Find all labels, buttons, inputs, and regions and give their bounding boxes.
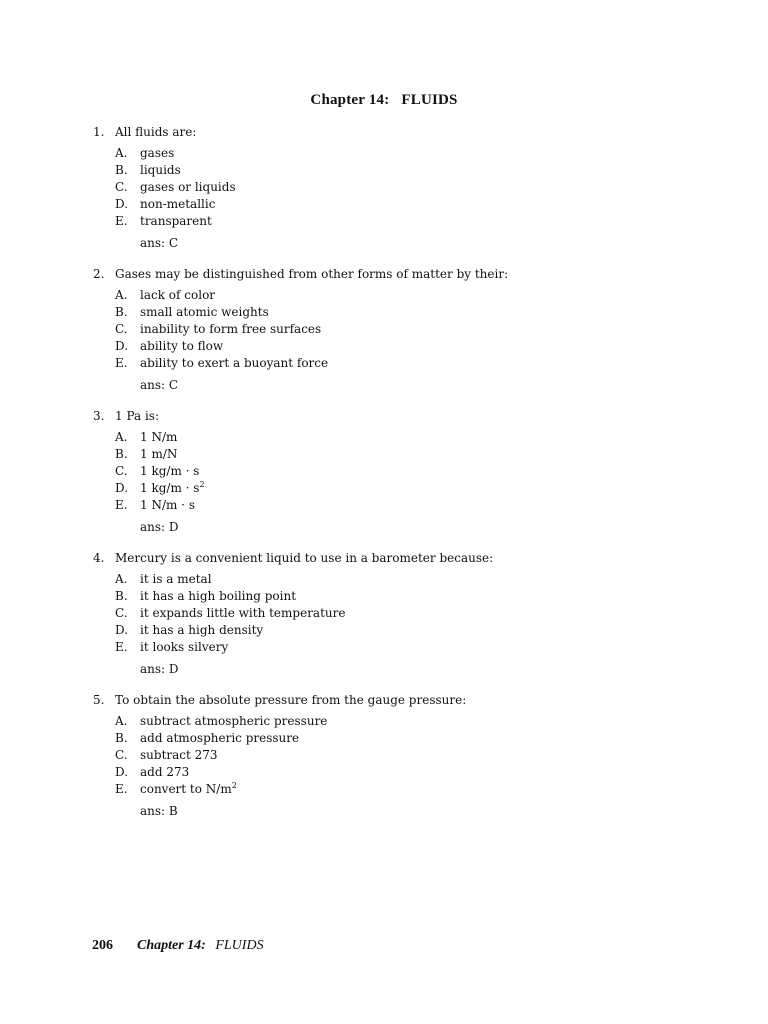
option-item (115, 196, 733, 213)
option-item (115, 213, 733, 230)
option-label: D. (115, 481, 129, 495)
option-superscript: 2 (231, 781, 237, 790)
question-4 (93, 550, 733, 678)
option-text: it is a metal (140, 572, 212, 586)
question-stem (93, 408, 733, 425)
option-item (115, 463, 733, 480)
question-1 (93, 124, 733, 252)
question-stem (93, 550, 733, 567)
option-text: liquids (140, 163, 181, 177)
option-text: 1 kg/m · s (140, 481, 200, 495)
option-item (115, 713, 733, 730)
option-item (115, 588, 733, 605)
option-item (115, 338, 733, 355)
option-item (115, 480, 733, 497)
chapter-label: Chapter 14: (310, 92, 390, 108)
option-label: C. (115, 748, 128, 762)
option-item (115, 429, 733, 446)
option-label: B. (115, 731, 128, 745)
question-text: Gases may be distinguished from other forms of matter by their: (115, 267, 509, 281)
footer-chapter: Chapter 14: (137, 938, 206, 953)
option-label: E. (115, 356, 128, 370)
option-label: A. (115, 288, 128, 302)
question-number: 5. (93, 693, 105, 707)
option-item (115, 639, 733, 656)
option-text: 1 m/N (140, 447, 178, 461)
option-text: subtract 273 (140, 748, 218, 762)
option-item (115, 304, 733, 321)
question-number: 3. (93, 409, 105, 423)
option-label: E. (115, 782, 128, 796)
option-item (115, 497, 733, 514)
option-label: E. (115, 498, 128, 512)
option-label: A. (115, 430, 128, 444)
option-text: subtract atmospheric pressure (140, 714, 328, 728)
option-item (115, 446, 733, 463)
option-text: inability to form free surfaces (140, 322, 322, 336)
option-item (115, 781, 733, 798)
question-text: To obtain the absolute pressure from the gauge pressure: (115, 693, 467, 707)
option-text: gases (140, 146, 175, 160)
option-label: D. (115, 623, 129, 637)
option-label: C. (115, 606, 128, 620)
option-text: 1 N/m (140, 430, 178, 444)
question-5 (93, 692, 733, 820)
page-footer (92, 938, 264, 954)
option-text: ability to exert a buoyant force (140, 356, 329, 370)
option-label: E. (115, 214, 128, 228)
option-list (115, 571, 733, 656)
option-item (115, 179, 733, 196)
option-superscript: 2 (199, 480, 205, 489)
question-stem (93, 692, 733, 709)
question-2 (93, 266, 733, 394)
option-label: A. (115, 714, 128, 728)
option-item (115, 145, 733, 162)
answer-key: ans: D (140, 520, 179, 534)
option-label: C. (115, 322, 128, 336)
option-item (115, 764, 733, 781)
question-number: 2. (93, 267, 105, 281)
option-text: add atmospheric pressure (140, 731, 300, 745)
option-text: ability to flow (140, 339, 224, 353)
footer-topic: FLUIDS (215, 938, 264, 953)
option-text: it has a high density (140, 623, 264, 637)
question-number: 1. (93, 125, 105, 139)
option-text: 1 N/m · s (140, 498, 195, 512)
option-item (115, 321, 733, 338)
option-item (115, 571, 733, 588)
question-3 (93, 408, 733, 536)
chapter-topic: FLUIDS (401, 92, 458, 108)
question-list (93, 124, 733, 834)
option-text: non-metallic (140, 197, 216, 211)
option-item (115, 355, 733, 372)
option-list (115, 287, 733, 372)
question-text: All fluids are: (115, 125, 197, 139)
option-label: A. (115, 146, 128, 160)
option-text: it expands little with temperature (140, 606, 346, 620)
option-label: D. (115, 339, 129, 353)
option-text: 1 kg/m · s (140, 464, 200, 478)
option-label: B. (115, 163, 128, 177)
question-number: 4. (93, 551, 105, 565)
option-item (115, 622, 733, 639)
option-list (115, 145, 733, 230)
question-text: 1 Pa is: (115, 409, 159, 423)
option-item (115, 605, 733, 622)
question-stem (93, 266, 733, 283)
option-text: lack of color (140, 288, 216, 302)
option-text: small atomic weights (140, 305, 269, 319)
question-text: Mercury is a convenient liquid to use in a barometer because: (115, 551, 494, 565)
option-text: convert to N/m (140, 782, 232, 796)
option-label: B. (115, 589, 128, 603)
option-label: A. (115, 572, 128, 586)
option-label: E. (115, 640, 128, 654)
option-label: B. (115, 305, 128, 319)
option-text: gases or liquids (140, 180, 236, 194)
option-text: it has a high boiling point (140, 589, 297, 603)
answer-key: ans: D (140, 662, 179, 676)
page-number: 206 (92, 938, 113, 953)
option-item (115, 747, 733, 764)
option-label: D. (115, 765, 129, 779)
answer-key: ans: B (140, 804, 178, 818)
question-stem (93, 124, 733, 141)
option-list (115, 429, 733, 514)
option-label: B. (115, 447, 128, 461)
option-label: C. (115, 464, 128, 478)
option-item (115, 287, 733, 304)
option-list (115, 713, 733, 798)
page-title (0, 92, 768, 109)
option-text: add 273 (140, 765, 190, 779)
option-item (115, 162, 733, 179)
answer-key: ans: C (140, 236, 179, 250)
option-label: D. (115, 197, 129, 211)
option-item (115, 730, 733, 747)
option-text: it looks silvery (140, 640, 229, 654)
option-text: transparent (140, 214, 212, 228)
option-label: C. (115, 180, 128, 194)
answer-key: ans: C (140, 378, 179, 392)
